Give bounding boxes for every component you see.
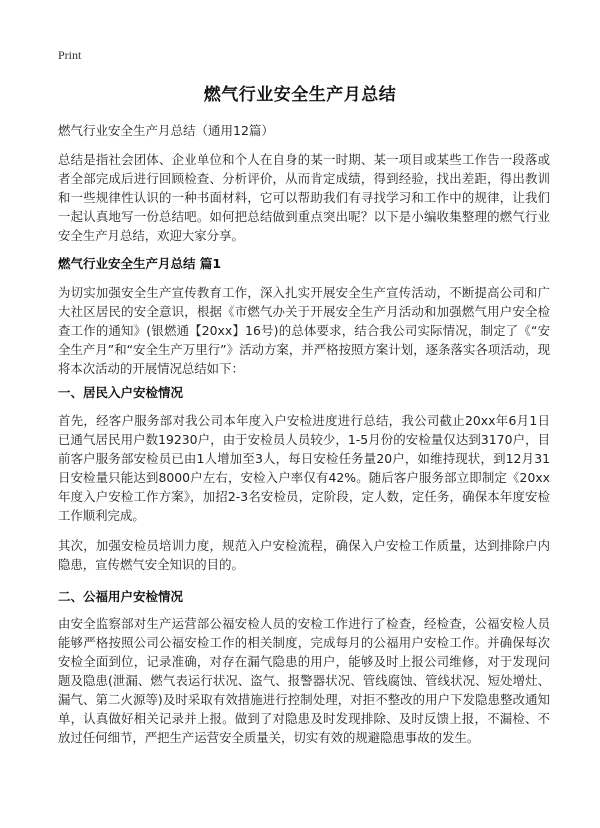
residential-paragraph-1: 首先，经客户服务部对我公司本年度入户安检进度进行总结，我公司截止20xx年6月1日已通气居民用户数19230户，由于安检员人员较少，1-5月份的安检量仅达到3170户，目前客户服务部安检员已由1人增加至3人，每日安检任务量20户，如维持现状，到12月31日安检量只能达到8000户左右，安检入户率仅有42%。随后客户服务部立即制定《20xx年度入户安检工作方案》，加招2-3名安检员，定阶段，定人数，定任务，确保本年度安检工作顺利完成。 bbox=[58, 413, 550, 523]
public-paragraph: 由安全监察部对生产运营部公福安检人员的安检工作进行了检查，经检查，公福安检人员能够严格按照公司公福安检工作的相关制度，完成每月的公福用户安检工作。并确保每次安检全面到位，记录准确，对存在漏气隐患的用户，能够及时上报公司维修，对于发现问题及隐患(泄漏、燃气表运行状况、盗气、报警器状况、管线腐蚀、管线状况、短处增灶、漏气、第二火源等)及时采取有效措施进行控制处理，对拒不整改的用户下发隐患整改通知单，认真做好相关记录并上报。做到了对隐患及时发现排除、及时反馈上报，不漏检、不放过任何细节，严把生产运营安全质量关，切实有效的规避隐患事故的发生。 bbox=[58, 616, 550, 745]
section-heading: 燃气行业安全生产月总结 篇1 bbox=[58, 256, 222, 271]
residential-paragraph-2: 其次，加强安检员培训力度，规范入户安检流程，确保入户安检工作质量，达到排除户内隐患，宣传燃气安全知识的目的。 bbox=[58, 538, 550, 572]
intro-paragraph: 总结是指社会团体、企业单位和个人在自身的某一时期、某一项目或某些工作告一段落或者全部完成后进行回顾检查、分析评价，从而肯定成绩，得到经验，找出差距，得出教训和一些规律性认识的一种书面材料，它可以帮助我们有寻找学习和工作中的规律，让我们一起认真地写一份总结吧。如何把总结做到重点突出呢？以下是小编收集整理的燃气行业安全生产月总结，欢迎大家分享。 bbox=[58, 152, 550, 243]
document-subtitle: 燃气行业安全生产月总结（通用12篇） bbox=[58, 123, 274, 138]
print-link[interactable]: Print bbox=[58, 48, 82, 62]
subsection-heading-residential: 一、居民入户安检情况 bbox=[58, 385, 184, 400]
subsection-heading-public: 二、公福用户安检情况 bbox=[58, 589, 184, 604]
section-paragraph: 为切实加强安全生产宣传教育工作，深入扎实开展安全生产宣传活动，不断提高公司和广大社区居民的安全意识，根据《市燃气办关于开展安全生产月活动和加强燃气用户安全检查工作的通知》(银燃通【20xx】16号)的总体要求，结合我公司实际情况，制定了《“安全生产月”和“安全生产万里行”》活动方案，并严格按照方案计划，逐条落实各项活动，现将本次活动的开展情况总结如下： bbox=[58, 285, 550, 376]
page-title: 燃气行业安全生产月总结 bbox=[203, 85, 397, 105]
